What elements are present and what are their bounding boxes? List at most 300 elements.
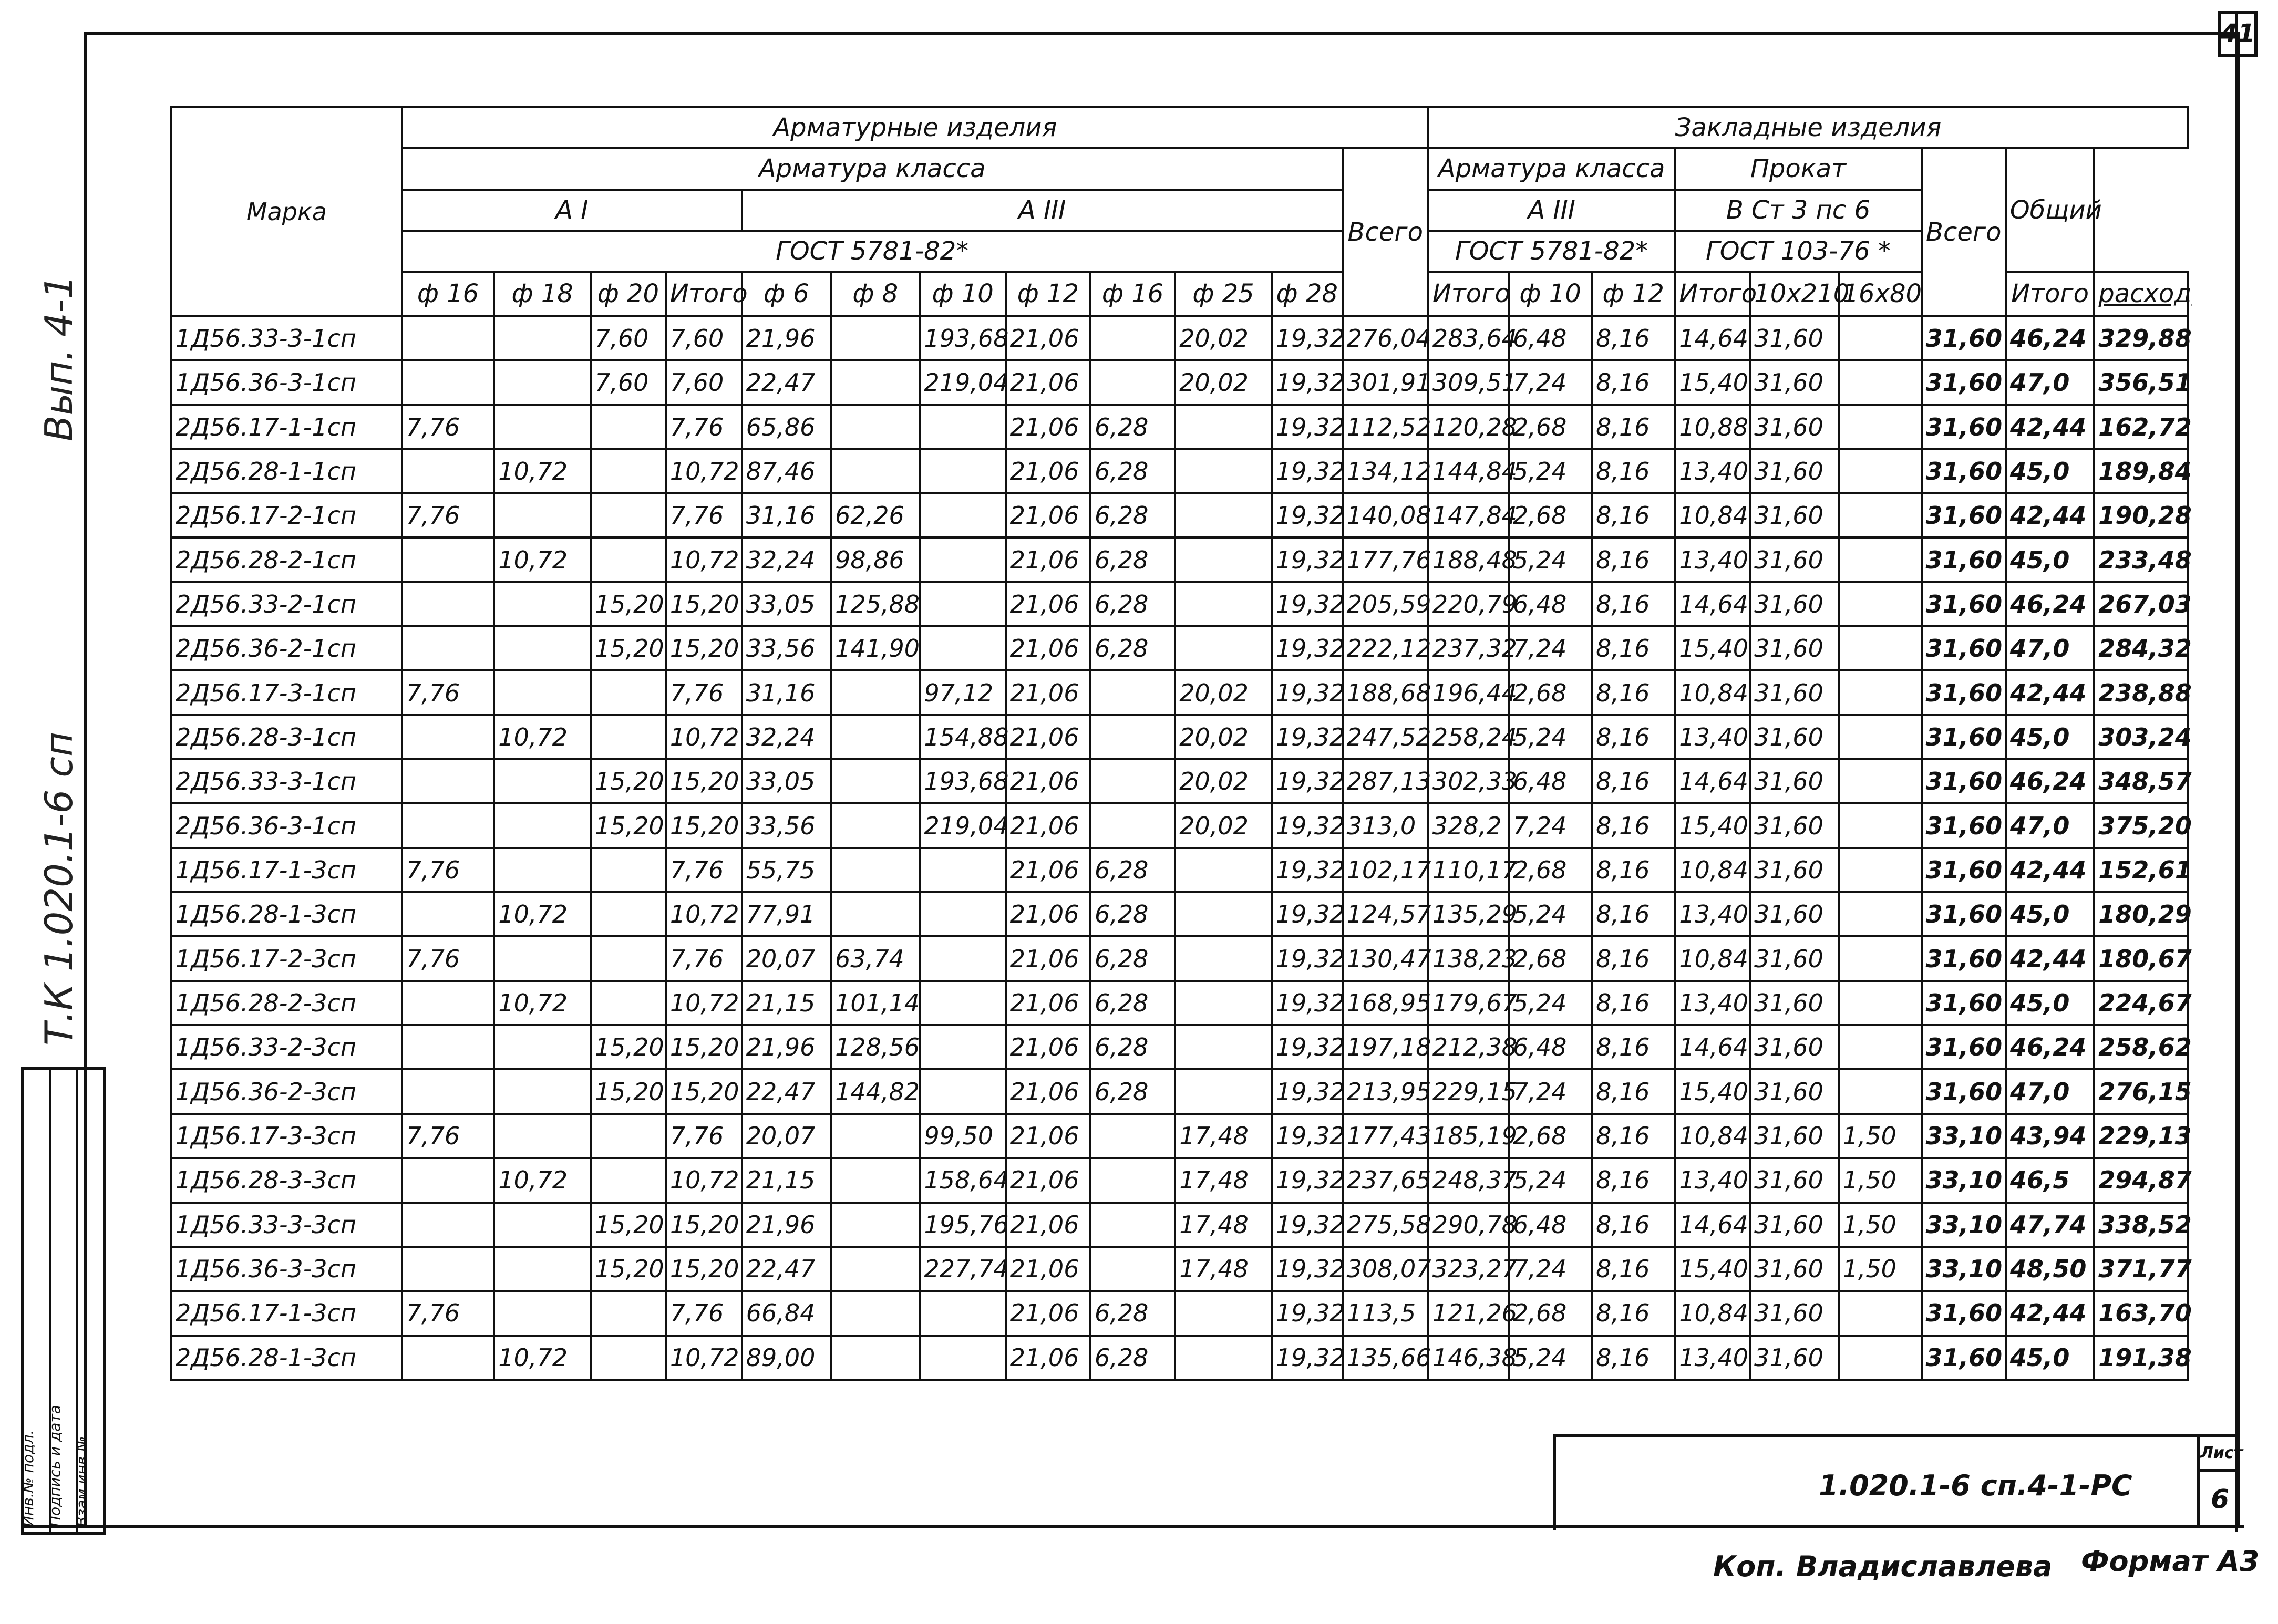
table-cell: 15,40 [1675,626,1750,670]
consumption-header: расход [2094,272,2188,316]
table-cell: 87,46 [742,449,831,493]
table-cell [920,449,1006,493]
table-cell: 31,60 [1922,493,2006,537]
table-cell: 21,06 [1006,405,1090,449]
table-row [171,626,2188,670]
table-cell [920,1069,1006,1113]
table-row [171,405,2188,449]
table-cell: 128,56 [831,1025,920,1069]
table-cell: 46,24 [2006,582,2094,626]
table-cell: 10,72 [666,1336,742,1380]
table-cell [494,1025,591,1069]
table-cell: 33,10 [1922,1114,2006,1158]
table-cell: 31,60 [1750,405,1838,449]
table-cell: 158,64 [920,1158,1006,1202]
table-cell [494,1291,591,1335]
table-cell: 31,60 [1750,626,1838,670]
table-cell [1839,1291,1922,1335]
table-cell: 179,67 [1428,981,1509,1025]
table-cell: 21,06 [1006,848,1090,892]
embedded-gost-header: ГОСТ 5781-82* [1428,231,1675,272]
table-cell: 10,84 [1675,1114,1750,1158]
table-cell: 19,32 [1272,493,1343,537]
table-cell: 7,76 [666,936,742,980]
table-cell: 21,06 [1006,626,1090,670]
table-cell: 19,32 [1272,1158,1343,1202]
table-row [171,582,2188,626]
table-cell [402,715,494,759]
stamp-replace-inv-label: Взам.инв.№ [73,1436,91,1527]
table-cell [1175,537,1272,582]
table-cell: 323,27 [1428,1247,1509,1291]
row-mark: 2Д56.36-2-1сп [171,626,402,670]
table-cell: 46,5 [2006,1158,2094,1202]
table-cell [591,1158,666,1202]
table-cell: 22,47 [742,1247,831,1291]
table-cell: 2,68 [1509,1114,1592,1158]
table-cell: 8,16 [1592,1291,1675,1335]
table-row [171,670,2188,715]
table-cell [591,1336,666,1380]
table-cell [494,626,591,670]
table-cell: 371,77 [2094,1247,2188,1291]
row-mark: 2Д56.28-1-1сп [171,449,402,493]
table-cell: 31,60 [1922,537,2006,582]
table-cell: 99,50 [920,1114,1006,1158]
table-cell: 15,20 [666,1203,742,1247]
table-cell: 10,84 [1675,493,1750,537]
column-header: Итого [666,272,742,316]
side-issue-label: Вып. 4-1 [37,275,81,441]
row-mark: 1Д56.28-2-3сп [171,981,402,1025]
table-cell: 31,60 [1750,1158,1838,1202]
table-cell: 258,24 [1428,715,1509,759]
table-cell [1090,670,1175,715]
table-cell: 20,02 [1175,670,1272,715]
row-mark: 2Д56.28-2-1сп [171,537,402,582]
table-cell [1175,1069,1272,1113]
table-cell: 5,24 [1509,449,1592,493]
table-cell: 276,04 [1343,316,1428,360]
table-cell: 22,47 [742,360,831,405]
table-cell [1090,803,1175,847]
table-row [171,1158,2188,1202]
table-cell: 45,0 [2006,892,2094,936]
table-cell [1175,626,1272,670]
row-mark: 2Д56.17-1-1сп [171,405,402,449]
table-cell: 31,60 [1922,715,2006,759]
table-cell: 1,50 [1839,1247,1922,1291]
table-cell [1839,803,1922,847]
table-cell [494,493,591,537]
paper-format: Формат А3 [2081,1545,2260,1578]
table-row [171,1025,2188,1069]
table-cell [591,537,666,582]
column-header: ф 8 [831,272,920,316]
table-cell: 45,0 [2006,715,2094,759]
table-cell [1175,1025,1272,1069]
table-cell [402,360,494,405]
table-cell: 31,60 [1922,848,2006,892]
table-cell: 313,0 [1343,803,1428,847]
table-cell: 21,06 [1006,1069,1090,1113]
table-cell: 101,14 [831,981,920,1025]
table-cell [1839,1025,1922,1069]
table-cell: 7,76 [402,493,494,537]
table-cell: 138,23 [1428,936,1509,980]
table-cell: 20,02 [1175,715,1272,759]
table-cell: 229,15 [1428,1069,1509,1113]
table-cell: 7,60 [666,360,742,405]
table-cell: 112,52 [1343,405,1428,449]
table-cell: 97,12 [920,670,1006,715]
table-cell [920,537,1006,582]
table-cell: 6,28 [1090,892,1175,936]
table-cell: 14,64 [1675,582,1750,626]
table-cell: 301,91 [1343,360,1428,405]
table-cell: 283,64 [1428,316,1509,360]
table-cell: 247,52 [1343,715,1428,759]
table-cell: 113,5 [1343,1291,1428,1335]
table-cell [591,892,666,936]
column-header: ф 10 [1509,272,1592,316]
table-cell: 222,12 [1343,626,1428,670]
table-cell: 21,06 [1006,715,1090,759]
table-cell: 6,28 [1090,537,1175,582]
table-cell: 45,0 [2006,449,2094,493]
table-cell: 6,28 [1090,405,1175,449]
table-row [171,360,2188,405]
table-cell: 229,13 [2094,1114,2188,1158]
table-row [171,537,2188,582]
table-cell: 7,76 [666,1291,742,1335]
table-cell: 31,60 [1922,1291,2006,1335]
table-cell [1175,405,1272,449]
table-cell: 8,16 [1592,670,1675,715]
table-cell: 31,60 [1750,1114,1838,1158]
table-cell: 177,76 [1343,537,1428,582]
table-cell: 15,40 [1675,1069,1750,1113]
armature-total-header: Всего [1343,148,1428,316]
table-cell: 5,24 [1509,1158,1592,1202]
table-cell: 10,84 [1675,670,1750,715]
table-cell: 10,72 [666,981,742,1025]
table-cell [920,405,1006,449]
table-cell: 8,16 [1592,360,1675,405]
table-cell: 19,32 [1272,892,1343,936]
table-cell [402,582,494,626]
table-cell: 10,72 [494,715,591,759]
table-cell: 31,60 [1922,892,2006,936]
table-cell: 163,70 [2094,1291,2188,1335]
table-cell: 65,86 [742,405,831,449]
table-cell: 7,76 [402,405,494,449]
table-cell [1175,582,1272,626]
table-cell: 21,06 [1006,936,1090,980]
table-cell: 276,15 [2094,1069,2188,1113]
table-cell: 110,17 [1428,848,1509,892]
table-cell [402,1158,494,1202]
stamp-inv-orig-label: Инв.№ подл. [19,1430,37,1527]
table-cell: 31,60 [1750,892,1838,936]
table-cell [494,316,591,360]
table-cell: 284,32 [2094,626,2188,670]
table-cell [1090,360,1175,405]
table-cell: 31,60 [1750,537,1838,582]
table-cell [402,1069,494,1113]
table-cell [831,449,920,493]
embedded-items-header: Закладные изделия [1428,107,2188,148]
table-cell: 15,20 [666,626,742,670]
table-cell: 20,02 [1175,360,1272,405]
table-cell: 33,05 [742,759,831,803]
table-cell: 31,16 [742,670,831,715]
table-cell: 5,24 [1509,537,1592,582]
table-cell: 10,72 [494,449,591,493]
table-cell: 8,16 [1592,803,1675,847]
table-cell: 294,87 [2094,1158,2188,1202]
table-cell: 17,48 [1175,1247,1272,1291]
table-cell: 21,06 [1006,1336,1090,1380]
table-cell [494,1247,591,1291]
table-cell: 46,24 [2006,1025,2094,1069]
table-cell [1175,981,1272,1025]
table-cell: 7,24 [1509,1069,1592,1113]
table-cell [591,936,666,980]
table-cell: 14,64 [1675,1025,1750,1069]
table-cell: 8,16 [1592,936,1675,980]
table-cell: 212,38 [1428,1025,1509,1069]
table-cell: 33,56 [742,626,831,670]
table-cell: 7,24 [1509,360,1592,405]
table-cell: 21,06 [1006,759,1090,803]
column-header: ф 12 [1592,272,1675,316]
table-cell: 89,00 [742,1336,831,1380]
table-cell [402,1203,494,1247]
table-cell: 135,66 [1343,1336,1428,1380]
table-cell: 6,28 [1090,1291,1175,1335]
table-cell: 8,16 [1592,848,1675,892]
table-cell: 19,32 [1272,981,1343,1025]
table-cell [831,892,920,936]
table-cell [591,1291,666,1335]
overall-header: Общий [2006,148,2094,272]
table-cell [920,981,1006,1025]
table-cell: 42,44 [2006,405,2094,449]
table-cell: 308,07 [1343,1247,1428,1291]
row-mark: 1Д56.17-2-3сп [171,936,402,980]
table-cell: 7,76 [666,848,742,892]
table-cell [920,1336,1006,1380]
table-cell [831,1114,920,1158]
table-row [171,848,2188,892]
table-cell [494,803,591,847]
table-row [171,759,2188,803]
table-cell: 213,95 [1343,1069,1428,1113]
table-cell [1090,1158,1175,1202]
table-cell: 19,32 [1272,1069,1343,1113]
column-header: ф 6 [742,272,831,316]
table-cell: 188,48 [1428,537,1509,582]
table-cell: 31,60 [1922,759,2006,803]
table-cell: 13,40 [1675,715,1750,759]
table-cell: 14,64 [1675,759,1750,803]
table-cell: 21,06 [1006,981,1090,1025]
table-cell: 13,40 [1675,1336,1750,1380]
table-cell [494,759,591,803]
table-cell: 1,50 [1839,1158,1922,1202]
table-cell: 47,74 [2006,1203,2094,1247]
table-cell: 7,24 [1509,626,1592,670]
table-cell: 1,50 [1839,1114,1922,1158]
table-cell: 13,40 [1675,892,1750,936]
table-cell: 21,96 [742,1025,831,1069]
column-header: ф 18 [494,272,591,316]
table-cell: 31,60 [1922,670,2006,715]
row-mark: 2Д56.17-1-3сп [171,1291,402,1335]
table-cell: 2,68 [1509,405,1592,449]
table-cell: 47,0 [2006,360,2094,405]
table-cell: 19,32 [1272,449,1343,493]
table-cell: 8,16 [1592,1203,1675,1247]
table-cell [920,936,1006,980]
table-cell: 13,40 [1675,537,1750,582]
column-header: ф 10 [920,272,1006,316]
table-cell: 47,0 [2006,626,2094,670]
row-mark: 2Д56.28-1-3сп [171,1336,402,1380]
table-cell: 188,68 [1343,670,1428,715]
table-cell: 8,16 [1592,759,1675,803]
table-cell: 15,20 [591,1069,666,1113]
table-cell: 5,24 [1509,892,1592,936]
table-cell: 46,24 [2006,316,2094,360]
embedded-rebar-class-header: Арматура класса [1428,148,1675,189]
table-cell: 120,28 [1428,405,1509,449]
table-cell: 10,84 [1675,1291,1750,1335]
table-cell: 19,32 [1272,848,1343,892]
table-cell: 6,28 [1090,626,1175,670]
table-cell: 7,76 [402,1114,494,1158]
table-cell: 6,28 [1090,936,1175,980]
table-cell: 31,60 [1922,1069,2006,1113]
table-row [171,316,2188,360]
table-cell: 19,32 [1272,1247,1343,1291]
table-cell [831,1336,920,1380]
table-cell [920,848,1006,892]
table-cell: 33,56 [742,803,831,847]
table-cell: 191,38 [2094,1336,2188,1380]
table-cell [831,848,920,892]
table-cell: 8,16 [1592,493,1675,537]
table-cell: 19,32 [1272,626,1343,670]
table-cell: 20,02 [1175,316,1272,360]
table-cell: 31,60 [1922,981,2006,1025]
table-cell: 31,60 [1750,759,1838,803]
specification-table [170,106,2192,1381]
table-cell: 10,72 [666,715,742,759]
table-cell: 66,84 [742,1291,831,1335]
table-cell: 19,32 [1272,759,1343,803]
table-cell: 8,16 [1592,981,1675,1025]
column-header: Итого [1428,272,1509,316]
table-cell: 22,47 [742,1069,831,1113]
table-cell: 19,32 [1272,360,1343,405]
top-sheet-number: 41 [2218,11,2258,57]
table-cell: 77,91 [742,892,831,936]
table-cell: 20,07 [742,936,831,980]
class-a1-header: А I [402,190,742,231]
table-cell [920,582,1006,626]
table-cell: 98,86 [831,537,920,582]
table-cell: 31,60 [1922,316,2006,360]
table-cell: 147,84 [1428,493,1509,537]
rolled-header: Прокат [1675,148,1921,189]
table-cell: 42,44 [2006,493,2094,537]
table-cell: 21,06 [1006,493,1090,537]
table-cell: 31,60 [1750,848,1838,892]
table-cell: 15,20 [591,803,666,847]
table-cell: 7,76 [402,1291,494,1335]
table-row [171,1114,2188,1158]
column-header: ф 12 [1006,272,1090,316]
table-cell: 10,72 [494,892,591,936]
table-cell [402,1247,494,1291]
table-row [171,892,2188,936]
table-cell: 196,44 [1428,670,1509,715]
rebar-class-header: Арматура класса [402,148,1343,189]
table-row [171,1069,2188,1113]
table-cell: 195,76 [920,1203,1006,1247]
table-cell: 140,08 [1343,493,1428,537]
table-cell: 46,24 [2006,759,2094,803]
table-cell: 290,78 [1428,1203,1509,1247]
row-mark: 2Д56.33-2-1сп [171,582,402,626]
title-block [1553,1434,2243,1530]
table-cell [1090,1247,1175,1291]
table-cell: 13,40 [1675,981,1750,1025]
table-cell: 19,32 [1272,670,1343,715]
table-cell [831,670,920,715]
table-cell: 19,32 [1272,316,1343,360]
table-cell: 42,44 [2006,670,2094,715]
table-cell [494,936,591,980]
table-cell [831,803,920,847]
table-cell: 10,84 [1675,848,1750,892]
table-cell: 17,48 [1175,1114,1272,1158]
table-cell: 10,72 [666,892,742,936]
table-cell [402,759,494,803]
table-cell: 63,74 [831,936,920,980]
table-cell: 21,06 [1006,360,1090,405]
table-cell: 15,20 [591,582,666,626]
table-cell: 219,04 [920,803,1006,847]
table-cell: 21,06 [1006,1247,1090,1291]
table-cell [1175,1291,1272,1335]
table-cell: 8,16 [1592,316,1675,360]
table-cell: 15,20 [591,626,666,670]
table-cell: 31,60 [1750,1025,1838,1069]
table-cell: 19,32 [1272,405,1343,449]
table-cell [831,1158,920,1202]
table-cell [831,316,920,360]
table-row [171,936,2188,980]
table-cell: 237,32 [1428,626,1509,670]
table-cell [1175,449,1272,493]
table-body [171,316,2192,1380]
table-cell: 7,24 [1509,1247,1592,1291]
table-cell: 21,06 [1006,670,1090,715]
table-cell: 10,72 [494,981,591,1025]
